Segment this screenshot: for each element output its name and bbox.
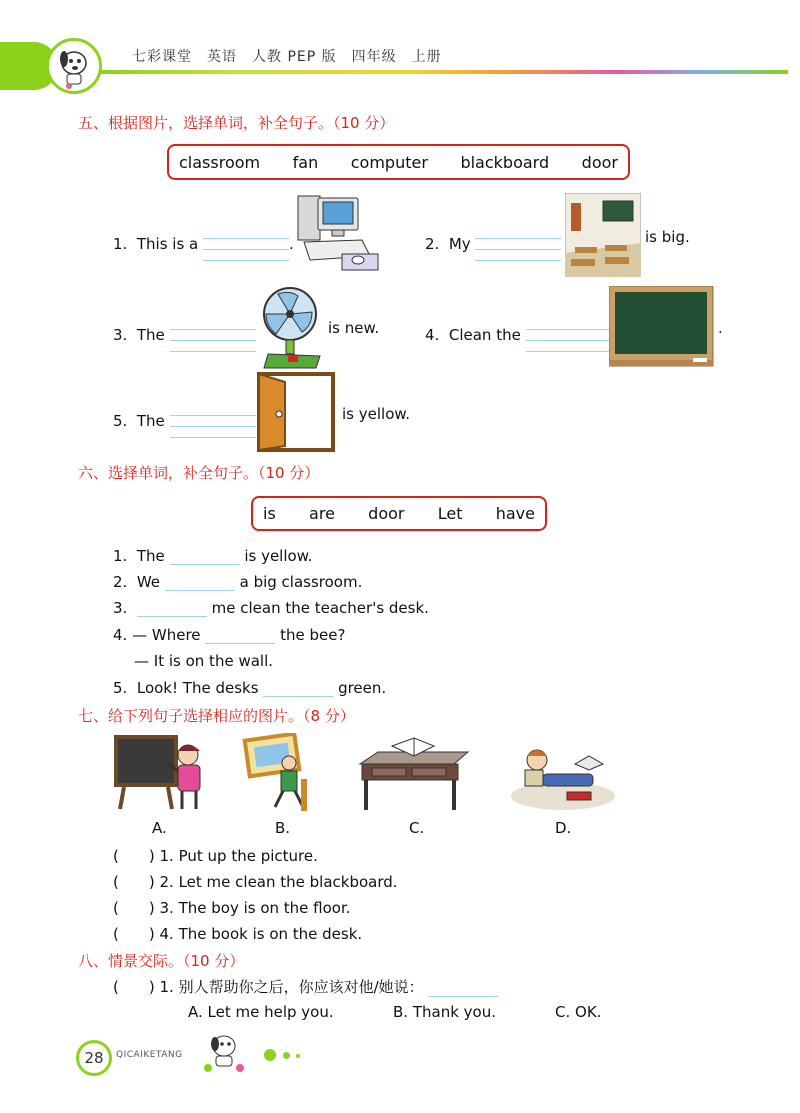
s5-q5: 5. The <box>113 405 256 438</box>
word-option: blackboard <box>460 152 550 172</box>
footer-brand: QICAIKETANG <box>116 1050 183 1060</box>
word-option: door <box>368 504 405 523</box>
word-option: classroom <box>179 152 261 172</box>
answer-blank[interactable] <box>203 228 289 261</box>
answer-blank[interactable] <box>526 319 610 352</box>
blackboard-picture <box>609 286 715 374</box>
classroom-picture <box>565 193 641 281</box>
header-rainbow-line <box>100 70 788 74</box>
footer-dot <box>296 1054 300 1058</box>
s6-q1: 1. The is yellow. <box>113 547 313 565</box>
header-title: 七彩课堂 英语 人教 PEP 版 四年级 上册 <box>132 49 442 65</box>
section5-word-box <box>167 144 630 180</box>
s6-q3: 3. me clean the teacher's desk. <box>113 599 429 617</box>
s8-option-c: C. OK. <box>555 1003 602 1021</box>
answer-paren[interactable]: ( ) <box>113 978 155 996</box>
section6-word-box <box>251 496 547 531</box>
option-label-c: C. <box>409 819 425 837</box>
s6-q4: 4. — Where the bee? <box>113 626 346 644</box>
word-option: have <box>495 504 535 523</box>
s5-q4-post: . <box>718 319 723 337</box>
option-label-d: D. <box>555 819 572 837</box>
page-number: 28 <box>76 1040 112 1076</box>
door-picture <box>255 370 337 458</box>
answer-blank[interactable] <box>170 319 256 352</box>
s6-q5: 5. Look! The desks green. <box>113 679 387 697</box>
desk-book-picture <box>358 730 470 818</box>
footer-mascot-icon <box>196 1030 252 1078</box>
s6-q4-answer: — It is on the wall. <box>134 652 274 670</box>
s5-q2-post: is big. <box>645 228 690 246</box>
option-label-b: B. <box>275 819 291 837</box>
answer-blank[interactable] <box>170 548 240 565</box>
answer-blank[interactable] <box>205 627 275 644</box>
answer-paren[interactable]: ( ) <box>113 847 155 865</box>
word-option: is <box>263 504 276 523</box>
boy-hanging-picture <box>241 733 323 817</box>
answer-blank[interactable] <box>428 980 498 997</box>
s7-item: ( ) 2. Let me clean the blackboard. <box>113 873 398 891</box>
boy-floor-picture <box>507 730 619 818</box>
s5-q2: 2. My <box>425 228 561 261</box>
answer-blank[interactable] <box>475 228 561 261</box>
word-option: are <box>309 504 335 523</box>
section6-title: 六、选择单词，补全句子。（10 分） <box>78 464 320 482</box>
s5-q5-post: is yellow. <box>342 405 411 423</box>
section8-title: 八、情景交际。（10 分） <box>78 952 245 970</box>
s5-q4: 4. Clean the <box>425 319 610 352</box>
option-label-a: A. <box>152 819 167 837</box>
mascot-dog-icon <box>46 38 102 94</box>
s7-item: ( ) 3. The boy is on the floor. <box>113 899 351 917</box>
s6-q2: 2. We a big classroom. <box>113 573 363 591</box>
s8-option-a: A. Let me help you. <box>188 1003 334 1021</box>
footer-dot <box>283 1052 290 1059</box>
s5-q1: 1. This is a . <box>113 228 294 261</box>
word-option: computer <box>350 152 428 172</box>
s8-q1: ( ) 1. 别人帮助你之后，你应该对他/她说： <box>113 976 498 997</box>
s5-q3: 3. The <box>113 319 256 352</box>
answer-blank[interactable] <box>263 680 333 697</box>
word-option: door <box>581 152 618 172</box>
answer-blank[interactable] <box>170 405 256 438</box>
word-option: Let <box>437 504 463 523</box>
answer-paren[interactable]: ( ) <box>113 873 155 891</box>
fan-picture <box>254 284 326 374</box>
s7-item: ( ) 4. The book is on the desk. <box>113 925 363 943</box>
answer-blank[interactable] <box>137 600 207 617</box>
answer-blank[interactable] <box>165 574 235 591</box>
s5-q3-post: is new. <box>328 319 380 337</box>
s8-option-b: B. Thank you. <box>393 1003 496 1021</box>
answer-paren[interactable]: ( ) <box>113 925 155 943</box>
section5-title: 五、根据图片，选择单词，补全句子。（10 分） <box>78 114 395 132</box>
girl-blackboard-picture <box>112 733 208 817</box>
word-option: fan <box>292 152 319 172</box>
footer-dot <box>264 1049 276 1061</box>
s7-item: ( ) 1. Put up the picture. <box>113 847 318 865</box>
computer-picture <box>292 190 384 278</box>
section7-title: 七、给下列句子选择相应的图片。（8 分） <box>78 707 355 725</box>
answer-paren[interactable]: ( ) <box>113 899 155 917</box>
